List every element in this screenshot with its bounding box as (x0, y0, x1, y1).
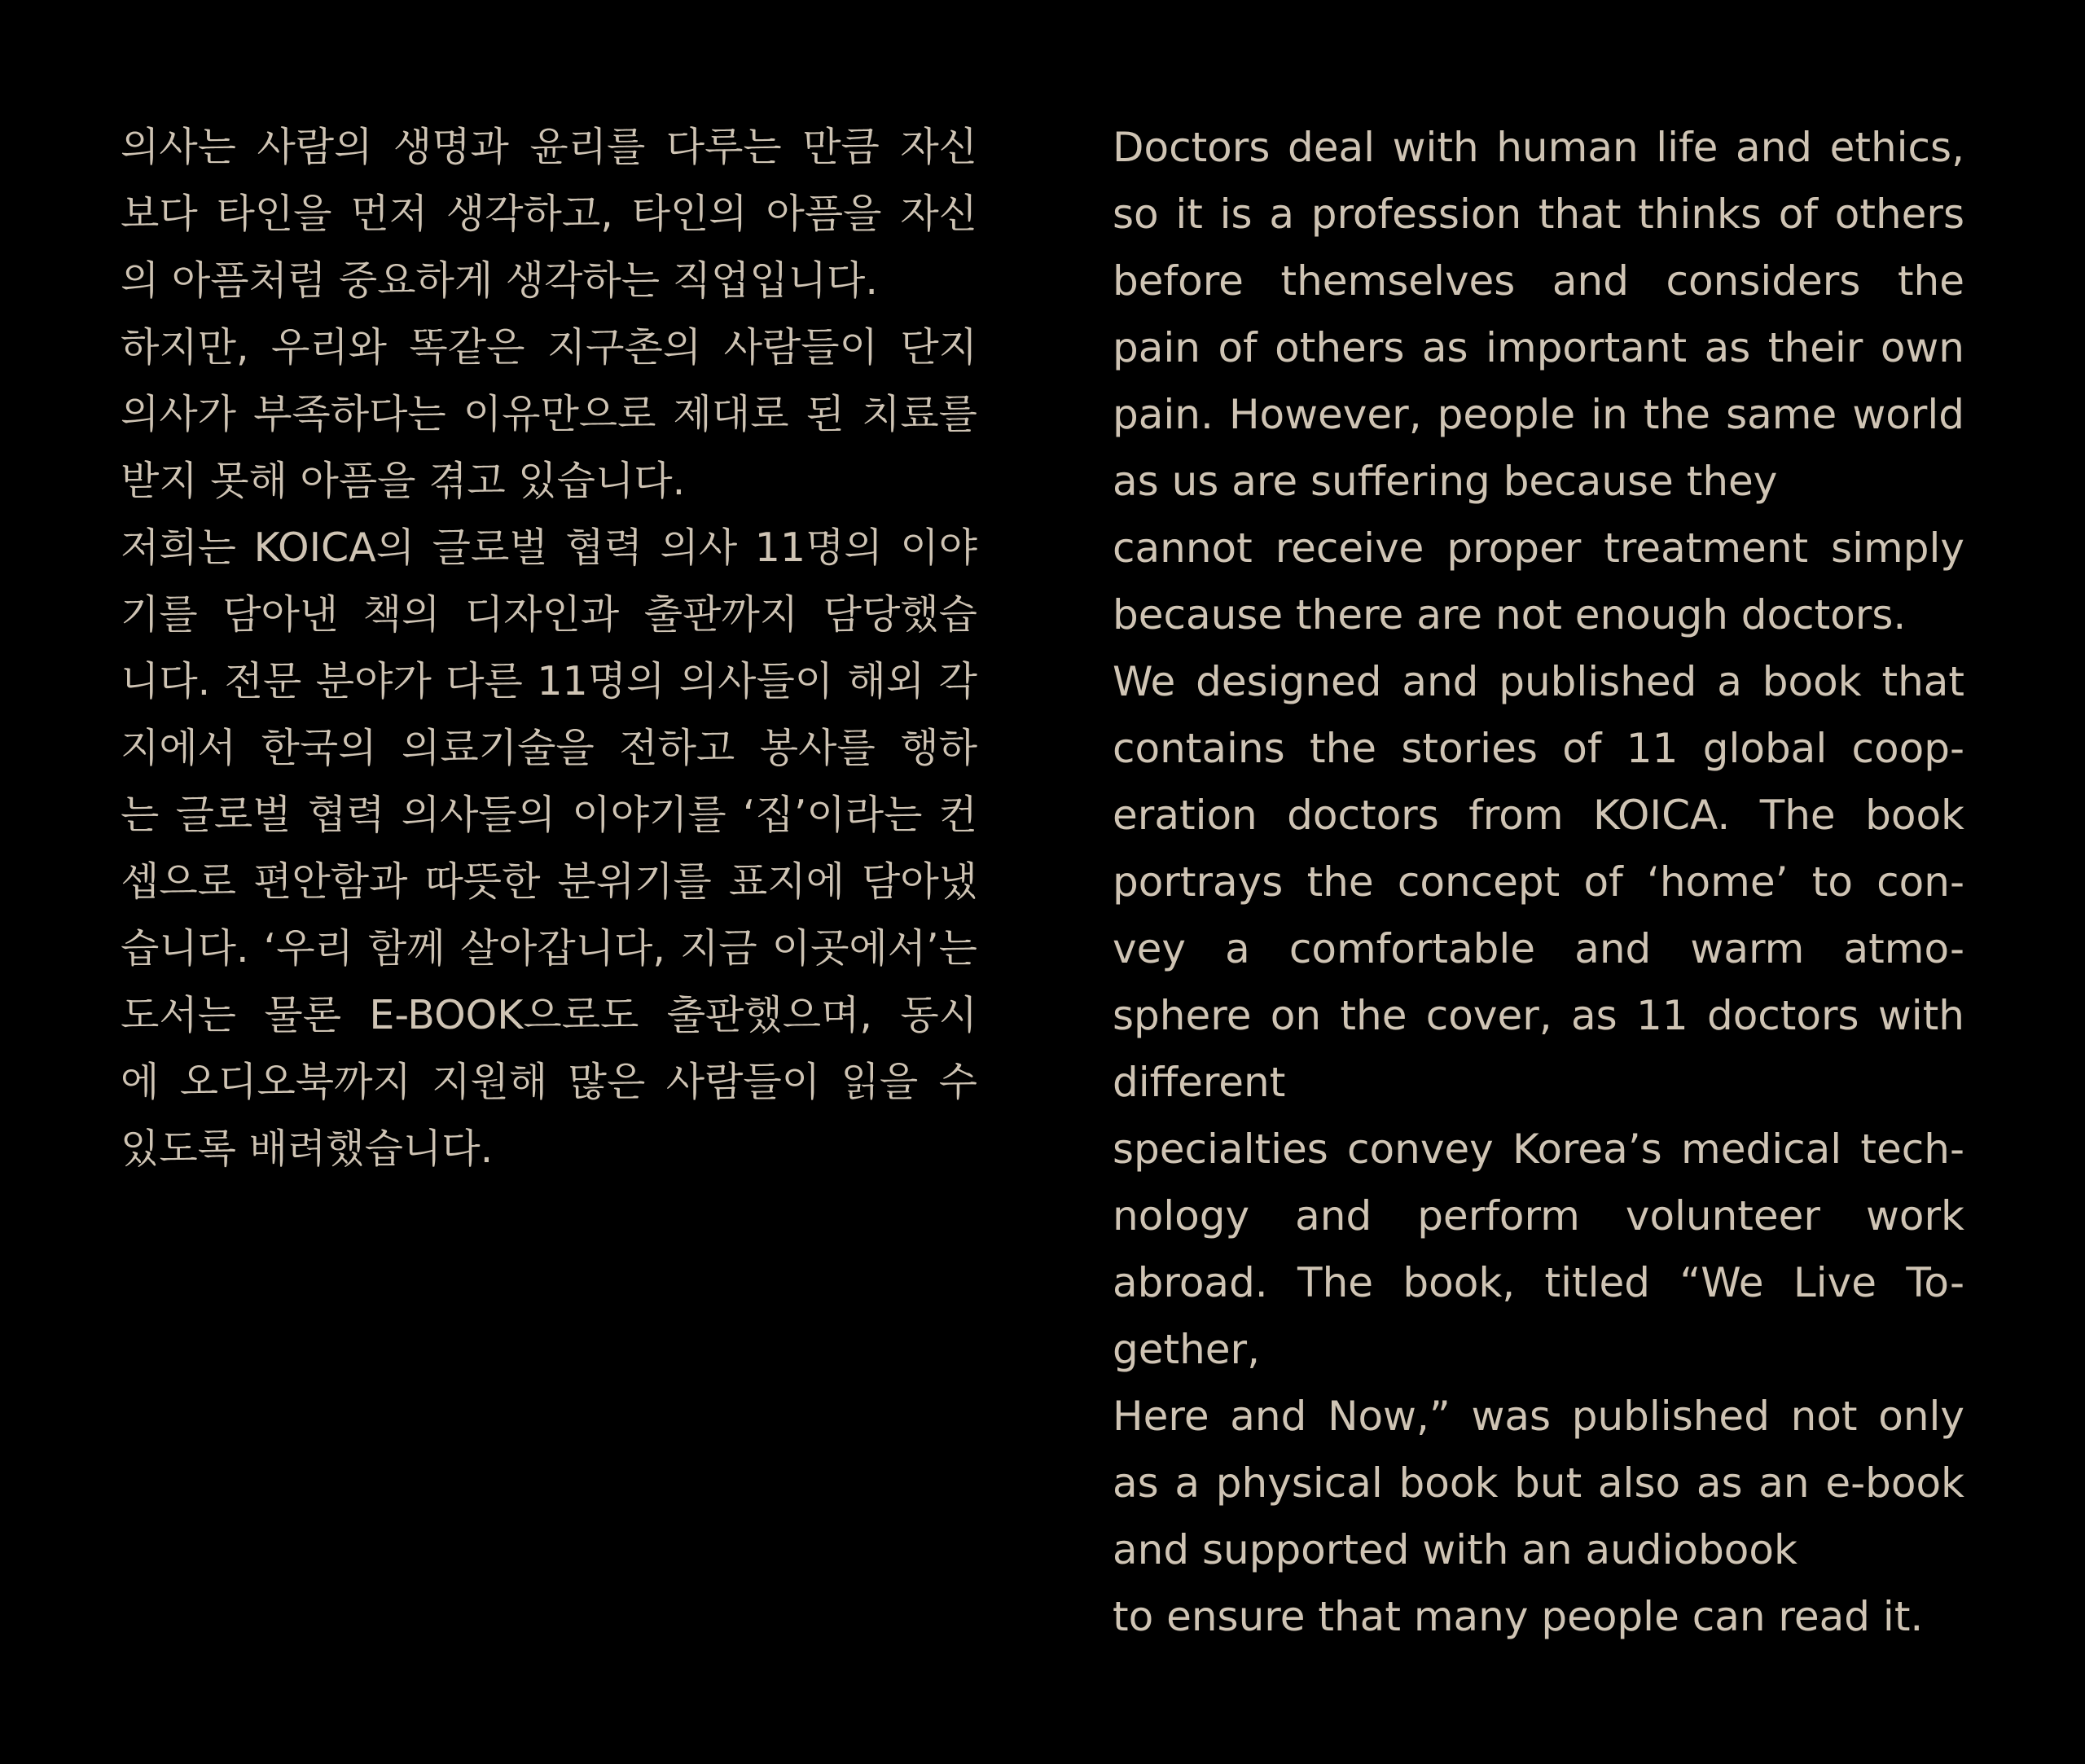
english-text-line: contains the stories of 11 global coop- (1113, 725, 1964, 772)
english-text-line: to ensure that many people can read it. (1113, 1593, 1924, 1640)
korean-text-line: 셉으로 편안함과 따뜻한 분위기를 표지에 담아냈 (121, 858, 977, 905)
english-text-line: pain. However, people in the same world (1113, 391, 1964, 438)
korean-text-line: 저희는 KOICA의 글로벌 협력 의사 11명의 이야 (121, 524, 977, 571)
english-text-line: cannot receive proper treatment simply (1113, 524, 1964, 572)
english-text-line: gether, (1113, 1326, 1261, 1373)
english-text-line: and supported with an audiobook (1113, 1526, 1797, 1573)
korean-text-line: 니다. 전문 분야가 다른 11명의 의사들이 해외 각 (121, 658, 977, 704)
english-text-line: before themselves and considers the (1113, 257, 1964, 305)
english-text-line: as us are suffering because they (1113, 458, 1778, 505)
english-text-line: abroad. The book, titled “We Live To- (1113, 1259, 1964, 1306)
english-text-line: because there are not enough doctors. (1113, 591, 1907, 638)
korean-text-line: 하지만, 우리와 똑같은 지구촌의 사람들이 단지 (121, 324, 977, 371)
english-text-line: vey a comfortable and warm atmo- (1113, 925, 1964, 972)
english-text-line: different (1113, 1059, 1286, 1106)
english-text-line: as a physical book but also as an e-book (1113, 1459, 1964, 1507)
korean-text-line: 지에서 한국의 의료기술을 전하고 봉사를 행하 (121, 725, 977, 771)
english-text-line: so it is a profession that thinks of others (1113, 191, 1964, 238)
korean-text-line: 의 아픔처럼 중요하게 생각하는 직업입니다. (121, 257, 878, 304)
korean-text-line: 있도록 배려했습니다. (121, 1126, 494, 1172)
english-text-line: specialties convey Korea’s medical tech- (1113, 1126, 1964, 1173)
korean-text-line: 는 글로벌 협력 의사들의 이야기를 ‘집’이라는 컨 (121, 792, 977, 838)
english-text-line: portrays the concept of ‘home’ to con- (1113, 858, 1964, 906)
korean-text-line: 에 오디오북까지 지원해 많은 사람들이 읽을 수 (121, 1059, 977, 1105)
korean-text-line: 도서는 물론 E-BOOK으로도 출판했으며, 동시 (121, 992, 977, 1038)
english-description-column (1113, 114, 1964, 1650)
korean-text-line: 의사는 사람의 생명과 윤리를 다루는 만큼 자신 (121, 124, 977, 170)
english-text-line: We designed and published a book that (1113, 658, 1964, 705)
korean-text-line: 보다 타인을 먼저 생각하고, 타인의 아픔을 자신 (121, 191, 977, 237)
korean-text-line: 받지 못해 아픔을 겪고 있습니다. (121, 458, 686, 504)
english-text-line: pain of others as important as their own (1113, 324, 1964, 371)
english-text-line: nology and perform volunteer work (1113, 1192, 1964, 1240)
english-text-line: Here and Now,” was published not only (1113, 1393, 1964, 1440)
korean-description-column (121, 114, 977, 1183)
korean-text-line: 의사가 부족하다는 이유만으로 제대로 된 치료를 (121, 391, 977, 437)
korean-text-line: 기를 담아낸 책의 디자인과 출판까지 담당했습 (121, 591, 977, 638)
english-text-line: eration doctors from KOICA. The book (1113, 792, 1964, 839)
english-text-line: sphere on the cover, as 11 doctors with (1113, 992, 1964, 1039)
korean-text-line: 습니다. ‘우리 함께 살아갑니다, 지금 이곳에서’는 (121, 925, 977, 972)
english-text-line: Doctors deal with human life and ethics, (1113, 124, 1964, 171)
